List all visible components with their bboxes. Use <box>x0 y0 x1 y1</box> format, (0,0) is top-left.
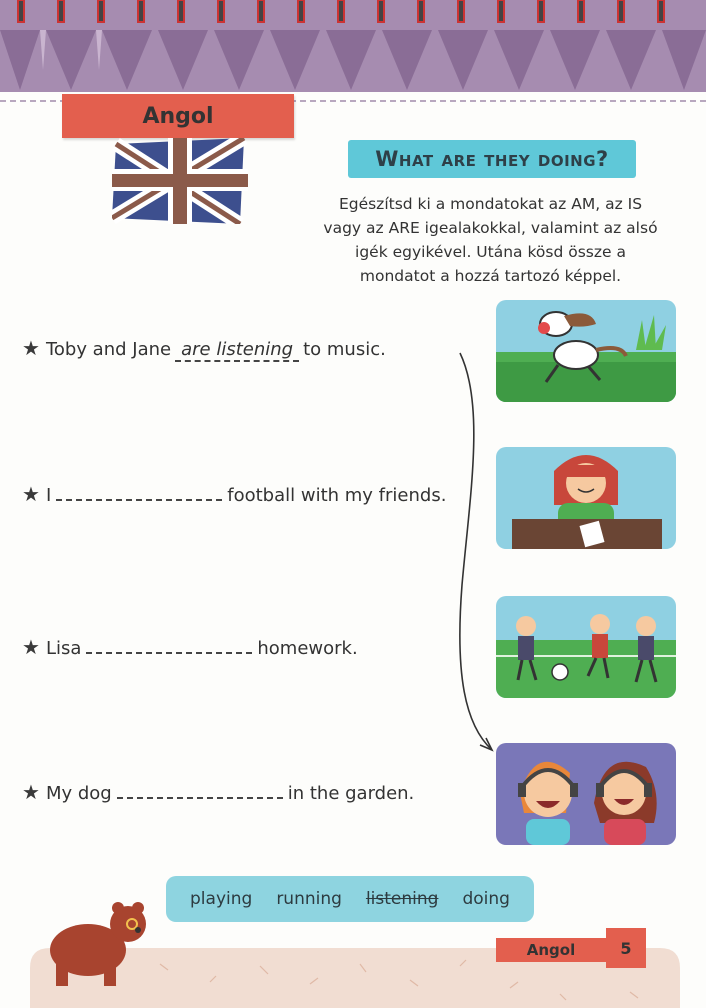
exercise-title: What are they doing? <box>348 140 636 178</box>
sentence-text-before: Lisa <box>45 638 82 659</box>
sentence-text-before: My dog <box>45 783 112 804</box>
picture-girl-homework[interactable] <box>496 447 676 549</box>
footer-subject-label: Angol <box>496 938 606 962</box>
sentence-text-before: I <box>45 485 52 506</box>
word-option[interactable]: doing <box>462 889 510 909</box>
answer-blank[interactable] <box>56 483 222 501</box>
picture-boys-football[interactable] <box>496 596 676 698</box>
sentence-text-before: Toby and Jane <box>45 339 172 360</box>
star-icon: ★ <box>22 482 40 506</box>
star-icon: ★ <box>22 635 40 659</box>
top-pennant-banner <box>0 0 706 108</box>
word-option-used[interactable]: listening <box>365 889 439 909</box>
subject-tab: Angol <box>62 94 294 138</box>
sentence-text-after: homework. <box>257 638 358 659</box>
sentence-1 <box>22 336 386 362</box>
answer-blank[interactable]: are listening <box>175 339 299 362</box>
sentence-text-after: football with my friends. <box>227 485 447 506</box>
sentence-text-after: in the garden. <box>287 783 415 804</box>
sentence-4 <box>22 780 414 804</box>
sentence-2 <box>22 482 446 506</box>
answer-blank[interactable] <box>117 781 283 799</box>
exercise-instruction: Egészítsd ki a mondatokat az AM, az IS vagy az ARE igealakokkal, valamint az alsó igék egyikével. Utána kösd össze a mondatot a hozzá tartozó képpel. <box>323 195 658 285</box>
word-option[interactable]: playing <box>190 889 253 909</box>
sentence-3 <box>22 635 358 659</box>
picture-dog-running[interactable] <box>496 300 676 402</box>
page-number: 5 <box>606 928 646 968</box>
star-icon: ★ <box>22 336 40 360</box>
sentence-text-after: to music. <box>303 339 386 360</box>
bear-illustration <box>42 898 152 988</box>
matching-connector-line <box>440 345 500 765</box>
answer-blank[interactable] <box>86 636 252 654</box>
star-icon: ★ <box>22 780 40 804</box>
word-bank <box>166 876 534 922</box>
word-option[interactable]: running <box>276 889 342 909</box>
picture-kids-music[interactable] <box>496 743 676 845</box>
union-jack-flag <box>112 138 248 224</box>
